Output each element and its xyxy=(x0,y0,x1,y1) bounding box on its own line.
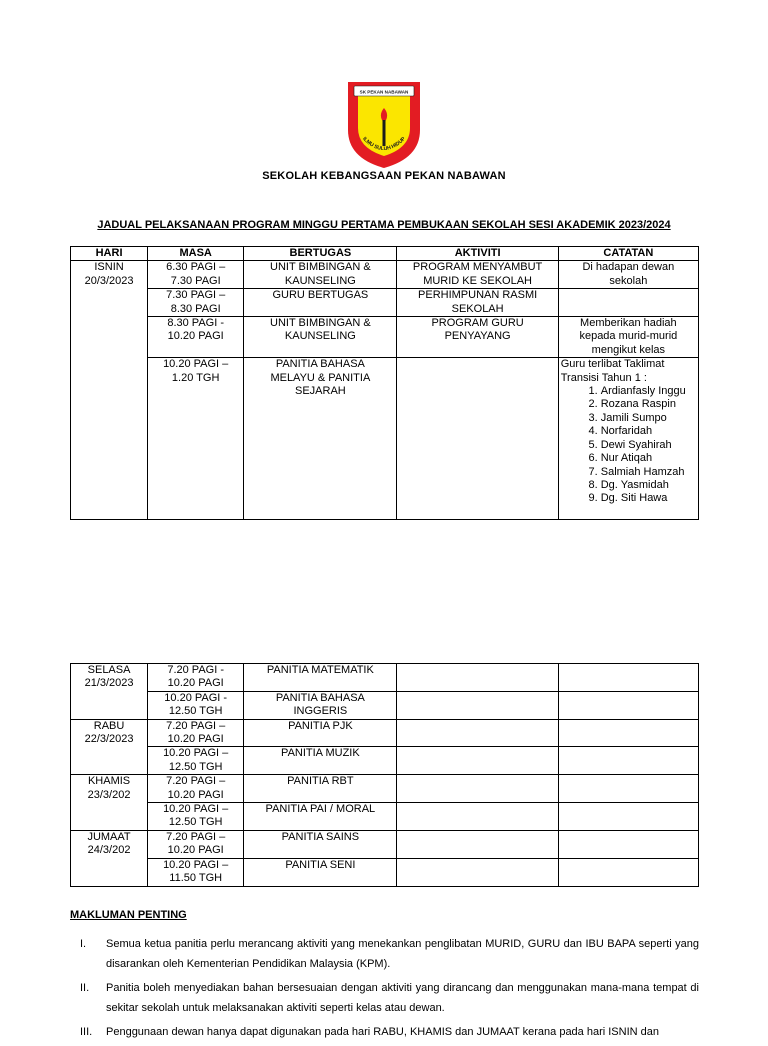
aktiviti-cell xyxy=(397,664,558,692)
table-row xyxy=(71,858,699,886)
masa-cell: 7.20 PAGI – 10.20 PAGI xyxy=(148,830,244,858)
list-item: 2. Rozana Raspin xyxy=(601,398,696,411)
catatan-cell xyxy=(558,664,698,692)
note-number: I. xyxy=(80,938,87,950)
aktiviti-cell xyxy=(397,747,558,775)
list-item: 3. Jamili Sumpo xyxy=(601,412,696,425)
list-item: 7. Salmiah Hamzah xyxy=(601,466,696,479)
bertugas-cell: PANITIA RBT xyxy=(244,775,397,803)
aktiviti-cell: PROGRAM GURU PENYAYANG xyxy=(397,317,558,358)
bertugas-cell: PANITIA BAHASA INGGERIS xyxy=(244,691,397,719)
table-header-row xyxy=(71,247,699,261)
table-row xyxy=(71,261,699,289)
header-catatan: CATATAN xyxy=(558,247,698,261)
crest-torch xyxy=(383,120,386,146)
crest-motto-text: ILMU SULUH HIDUP xyxy=(361,136,407,153)
masa-cell: 7.20 PAGI – 10.20 PAGI xyxy=(148,775,244,803)
masa-cell: 7.30 PAGI – 8.30 PAGI xyxy=(148,289,244,317)
school-name: SEKOLAH KEBANGSAAN PEKAN NABAWAN xyxy=(262,170,506,182)
aktiviti-cell: PERHIMPUNAN RASMI SEKOLAH xyxy=(397,289,558,317)
catatan-cell xyxy=(558,830,698,858)
catatan-cell xyxy=(558,358,698,520)
notes-heading: MAKLUMAN PENTING xyxy=(70,909,187,921)
table-row xyxy=(71,775,699,803)
note-number: III. xyxy=(80,1026,93,1038)
masa-cell: 6.30 PAGI – 7.30 PAGI xyxy=(148,261,244,289)
masa-cell: 10.20 PAGI - 12.50 TGH xyxy=(148,691,244,719)
masa-cell: 8.30 PAGI - 10.20 PAGI xyxy=(148,317,244,358)
bertugas-cell: PANITIA MATEMATIK xyxy=(244,664,397,692)
aktiviti-cell xyxy=(397,719,558,747)
note-item xyxy=(70,1022,699,1042)
note-text: Semua ketua panitia perlu merancang aktiviti yang menekankan penglibatan MURID, GURU dan IBU BAPA seperti yang disarankan oleh Kementerian Pendidikan Malaysia (KPM). xyxy=(106,938,699,970)
bertugas-cell: UNIT BIMBINGAN & KAUNSELING xyxy=(244,317,397,358)
table-row xyxy=(71,289,699,317)
list-item: 8. Dg. Yasmidah xyxy=(601,479,696,492)
masa-cell: 10.20 PAGI – 12.50 TGH xyxy=(148,803,244,831)
list-item: 6. Nur Atiqah xyxy=(601,452,696,465)
note-item xyxy=(70,978,699,1018)
aktiviti-cell xyxy=(397,858,558,886)
list-item: 9. Dg. Siti Hawa xyxy=(601,492,696,505)
catatan-cell xyxy=(558,719,698,747)
catatan-cell xyxy=(558,775,698,803)
bertugas-cell: PANITIA SENI xyxy=(244,858,397,886)
bertugas-cell: PANITIA MUZIK xyxy=(244,747,397,775)
aktiviti-cell xyxy=(397,830,558,858)
catatan-cell xyxy=(558,289,698,317)
day-cell: SELASA 21/3/2023 xyxy=(71,664,148,720)
aktiviti-cell xyxy=(397,691,558,719)
note-text: Panitia boleh menyediakan bahan bersesuaian dengan aktiviti yang dirancang dan menggunakan mana-mana tempat di sekitar sekolah untuk melaksanakan aktiviti seperti kelas atau dewan. xyxy=(106,982,699,1014)
masa-cell: 7.20 PAGI – 10.20 PAGI xyxy=(148,719,244,747)
catatan-intro: Guru terlibat Taklimat Transisi Tahun 1 : xyxy=(560,358,665,384)
crest-banner-text: SK PEKAN NABAWAN xyxy=(359,89,409,95)
list-item: 1. Ardianfasly Inggu xyxy=(601,385,696,398)
note-number: II. xyxy=(80,982,90,994)
masa-cell: 10.20 PAGI – 1.20 TGH xyxy=(148,358,244,520)
bertugas-cell: PANITIA PAI / MORAL xyxy=(244,803,397,831)
bertugas-cell: PANITIA BAHASA MELAYU & PANITIA SEJARAH xyxy=(244,358,397,520)
day-cell: RABU 22/3/2023 xyxy=(71,719,148,775)
aktiviti-cell xyxy=(397,775,558,803)
school-crest-logo xyxy=(344,78,424,170)
catatan-cell: Di hadapan dewan sekolah xyxy=(558,261,698,289)
table-row xyxy=(71,747,699,775)
table-row xyxy=(71,358,699,520)
header-aktiviti: AKTIVITI xyxy=(397,247,558,261)
aktiviti-cell xyxy=(397,358,558,520)
catatan-cell xyxy=(558,691,698,719)
bertugas-cell: UNIT BIMBINGAN & KAUNSELING xyxy=(244,261,397,289)
header-hari: HARI xyxy=(71,247,148,261)
note-text: Penggunaan dewan hanya dapat digunakan pada hari RABU, KHAMIS dan JUMAAT kerana pada hari ISNIN dan xyxy=(106,1026,659,1038)
document-title: JADUAL PELAKSANAAN PROGRAM MINGGU PERTAMA PEMBUKAAN SEKOLAH SESI AKADEMIK 2023/2024 xyxy=(97,219,671,231)
schedule-table-selasa-jumaat xyxy=(70,663,699,887)
table-row xyxy=(71,691,699,719)
masa-cell: 10.20 PAGI – 11.50 TGH xyxy=(148,858,244,886)
table-row xyxy=(71,830,699,858)
note-item xyxy=(70,934,699,974)
masa-cell: 10.20 PAGI – 12.50 TGH xyxy=(148,747,244,775)
table-row xyxy=(71,719,699,747)
header-bertugas: BERTUGAS xyxy=(244,247,397,261)
schedule-table-isnin xyxy=(70,246,699,520)
table-row xyxy=(71,664,699,692)
day-label: ISNIN 20/3/2023 xyxy=(84,261,134,287)
aktiviti-cell: PROGRAM MENYAMBUT MURID KE SEKOLAH xyxy=(397,261,558,289)
list-item: 4. Norfaridah xyxy=(601,425,696,438)
teacher-list xyxy=(561,385,696,506)
list-item: 5. Dewi Syahirah xyxy=(601,439,696,452)
header-masa: MASA xyxy=(148,247,244,261)
bertugas-cell: GURU BERTUGAS xyxy=(244,289,397,317)
table-row xyxy=(71,317,699,358)
day-cell: KHAMIS 23/3/202 xyxy=(71,775,148,831)
bertugas-cell: PANITIA SAINS xyxy=(244,830,397,858)
catatan-cell xyxy=(558,803,698,831)
masa-cell: 7.20 PAGI - 10.20 PAGI xyxy=(148,664,244,692)
notes-list xyxy=(70,934,699,1046)
catatan-cell xyxy=(558,858,698,886)
day-cell: JUMAAT 24/3/202 xyxy=(71,830,148,886)
aktiviti-cell xyxy=(397,803,558,831)
table-row xyxy=(71,803,699,831)
catatan-cell xyxy=(558,747,698,775)
catatan-cell: Memberikan hadiah kepada murid-murid mengikut kelas xyxy=(558,317,698,358)
bertugas-cell: PANITIA PJK xyxy=(244,719,397,747)
day-cell xyxy=(71,261,148,520)
